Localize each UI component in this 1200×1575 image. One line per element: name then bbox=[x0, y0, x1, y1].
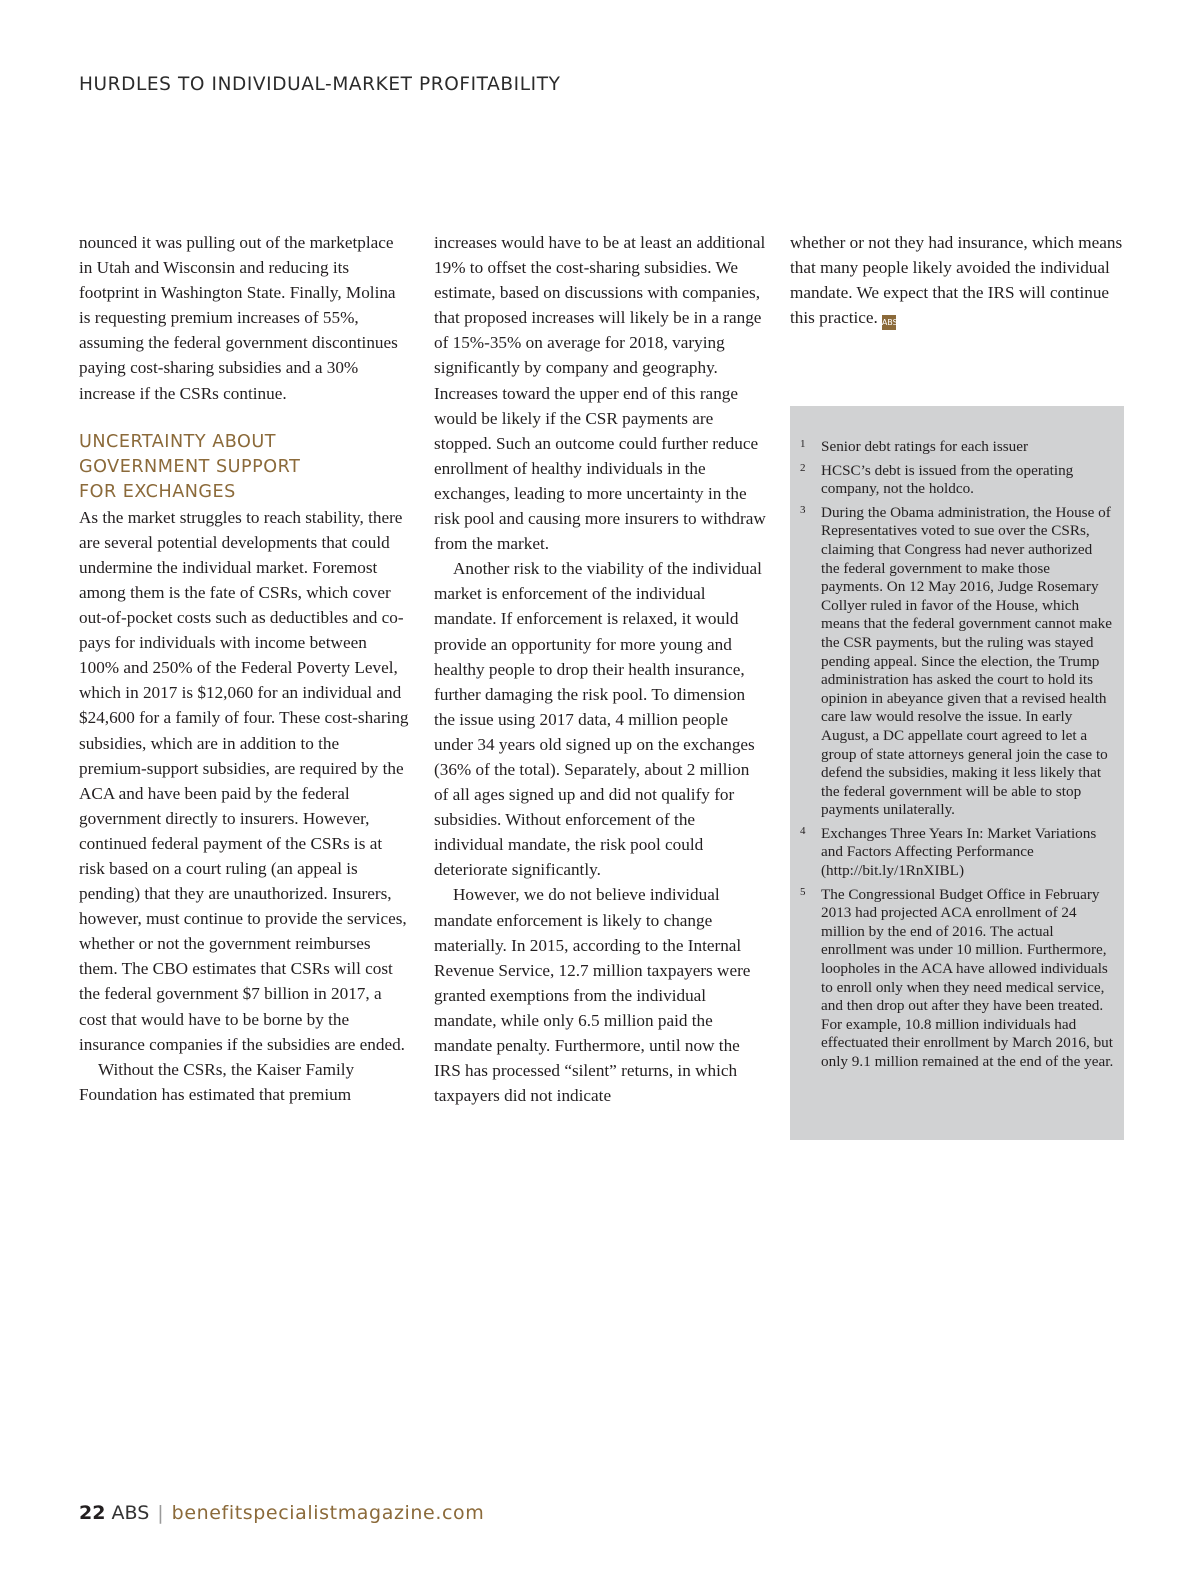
paragraph: As the market struggles to reach stability, there are several potential developments that could undermine the individual market. Foremost among them is the fate of CSRs, which cover out-of-pocket costs such as deductibles and co-pays for individuals with income between 100% and 250% of the Federal Poverty Level, which in 2017 is $12,060 for an individual and $24,600 for a family of four. These cost-sharing subsidies, which are in addition to the premium-support subsidies, are required by the ACA and have been paid by the federal government directly to insurers. However, continued federal payment of the CSRs is at risk based on a court ruling (an appeal is pending) that they are unauthorized. Insurers, however, must continue to provide the services, whether or not the government reimburses them. The CBO estimates that CSRs will cost the federal government $7 billion in 2017, a cost that would have to be borne by the insurance companies if the subsidies are ended. bbox=[79, 507, 409, 1054]
paragraph bbox=[790, 230, 1125, 330]
footnote bbox=[798, 504, 1114, 820]
footnote-number: 2 bbox=[800, 461, 806, 474]
page-footer bbox=[79, 1502, 484, 1524]
footnote bbox=[798, 438, 1114, 457]
section-heading-line: FOR EXCHANGES bbox=[79, 481, 236, 502]
article-column-3 bbox=[790, 230, 1125, 330]
article-column-2 bbox=[434, 230, 766, 1108]
magazine-name: ABS bbox=[111, 1502, 150, 1524]
paragraph-text: whether or not they had insurance, which means that many people likely avoided the individual mandate. We expect that the IRS will continue this practice. bbox=[790, 233, 1123, 328]
paragraph: nounced it was pulling out of the marketplace in Utah and Wisconsin and reducing its footprint in Washington State. Finally, Molina is requesting premium increases of 55%, assuming the federal government discontinues paying cost-sharing subsidies and a 30% increase if the CSRs continue. bbox=[79, 233, 398, 403]
footnote bbox=[798, 462, 1114, 499]
footnote-text: Exchanges Three Years In: Market Variations and Factors Affecting Performance (http://bit.ly/1RnXIBL) bbox=[821, 824, 1097, 880]
footer-separator: | bbox=[157, 1502, 164, 1524]
section-heading bbox=[79, 430, 411, 505]
website-link[interactable]: benefitspecialistmagazine.com bbox=[171, 1502, 485, 1524]
footnote-text: HCSC’s debt is issued from the operating company, not the holdco. bbox=[821, 461, 1074, 498]
section-heading-line: UNCERTAINTY ABOUT bbox=[79, 431, 277, 452]
footnote-text: Senior debt ratings for each issuer bbox=[821, 438, 1029, 455]
footnotes-box bbox=[790, 406, 1124, 1140]
footnote-number: 5 bbox=[800, 885, 806, 898]
footnote-number: 3 bbox=[800, 503, 806, 516]
footnote bbox=[798, 886, 1114, 1072]
paragraph: However, we do not believe individual mandate enforcement is likely to change materially. In 2015, according to the Internal Revenue Service, 12.7 million taxpayers were granted exemptions from the individual mandate, while only 6.5 million paid the mandate penalty. Furthermore, until now the IRS has processed “silent” returns, in which taxpayers did not indicate bbox=[434, 885, 751, 1106]
paragraph: Another risk to the viability of the individual market is enforcement of the individual mandate. If enforcement is relaxed, it would provide an opportunity for more young and healthy people to drop their health insurance, further damaging the risk pool. To dimension the issue using 2017 data, 4 million people under 34 years old signed up on the exchanges (36% of the total). Separately, about 2 million of all ages signed up and did not qualify for subsidies. Without enforcement of the individual mandate, the risk pool could deteriorate significantly. bbox=[434, 559, 762, 880]
footnote-number: 1 bbox=[800, 438, 806, 450]
end-of-article-icon: ABS bbox=[882, 315, 896, 330]
paragraph: Without the CSRs, the Kaiser Family Foundation has estimated that premium bbox=[79, 1059, 355, 1104]
footnote bbox=[798, 825, 1114, 881]
footnote-text: The Congressional Budget Office in February 2013 had projected ACA enrollment of 24 million by the end of 2016. The actual enrollment was under 10 million. Furthermore, loopholes in the ACA have allowed individuals to enroll only when they need medical service, and then drop out after they have been treated. For example, 10.8 million individuals had effectuated their enrollment by March 2016, but only 9.1 million remained at the end of the year. bbox=[821, 885, 1114, 1070]
footnote-number: 4 bbox=[800, 824, 806, 837]
section-heading-line: GOVERNMENT SUPPORT bbox=[79, 456, 301, 477]
running-header: HURDLES TO INDIVIDUAL-MARKET PROFITABILITY bbox=[79, 74, 561, 95]
page-number: 22 bbox=[79, 1502, 106, 1524]
article-column-1 bbox=[79, 230, 411, 1107]
footnote-text: During the Obama administration, the House of Representatives voted to sue over the CSRs, claiming that Congress had never authorized the federal government to make those payments. On 12 May 2016, Judge Rosemary Collyer ruled in favor of the House, which means that the federal government cannot make the CSR payments, but the ruling was stayed pending appeal. Since the election, the Trump administration has asked the court to hold its opinion in abeyance given that a revised health care law would resolve the issue. In early August, a DC appellate court agreed to let a group of state attorneys general join the case to defend the subsidies, making it less likely that the federal government will be able to stop payments unilaterally. bbox=[821, 503, 1112, 819]
paragraph: increases would have to be at least an additional 19% to offset the cost-sharing subsidies. We estimate, based on discussions with companies, that proposed increases will likely be in a range of 15%-35% on average for 2018, varying significantly by company and geography. Increases toward the upper end of this range would be likely if the CSR payments are stopped. Such an outcome could further reduce enrollment of healthy individuals in the exchanges, leading to more uncertainty in the risk pool and causing more insurers to withdraw from the market. bbox=[434, 233, 766, 554]
